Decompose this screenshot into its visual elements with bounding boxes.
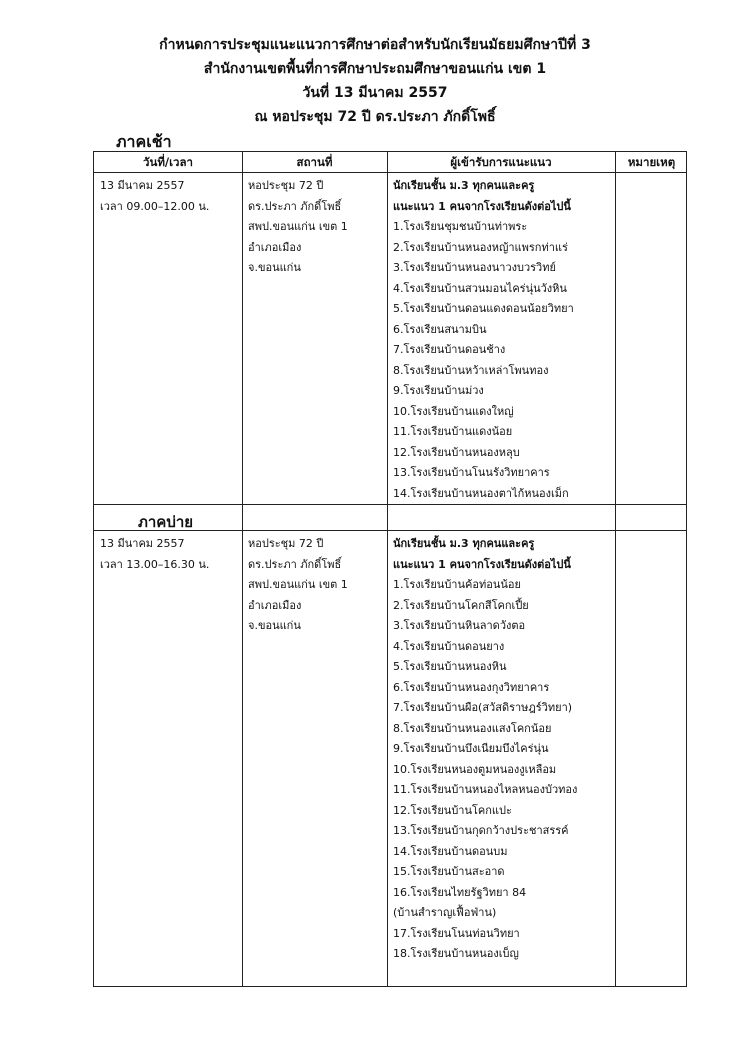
venue-line: หอประชุม 72 ปี <box>248 179 324 192</box>
school-item: 13.โรงเรียนบ้านกุดกว้างประชาสรรค์ <box>393 824 569 837</box>
school-item: 1.โรงเรียนชุมชนบ้านท่าพระ <box>393 220 528 233</box>
venue-line: ดร.ประภา ภักดิ์โพธิ์ <box>248 199 342 213</box>
morning-date: 13 มีนาคม 2557 <box>100 179 185 192</box>
school-item: 15.โรงเรียนบ้านสะอาด <box>393 865 505 878</box>
attendees-intro: แนะแนว 1 คนจากโรงเรียนดังต่อไปนี้ <box>393 199 571 213</box>
afternoon-attendees <box>393 534 577 965</box>
school-item: (บ้านสำราญเฟื้อฟ่าน) <box>393 906 497 919</box>
header-date-time: วันที่/เวลา <box>143 155 193 169</box>
venue-line: ดร.ประภา ภักดิ์โพธิ์ <box>248 557 342 571</box>
venue-line: จ.ขอนแก่น <box>248 619 301 632</box>
morning-datetime <box>100 176 209 217</box>
school-item: 4.โรงเรียนบ้านสวนมอนไคร่นุ่นวังหิน <box>393 281 567 295</box>
header-divider <box>94 172 686 173</box>
column-divider <box>615 152 616 986</box>
doc-title-date: วันที่ 13 มีนาคม 2557 <box>302 85 448 101</box>
school-item: 5.โรงเรียนบ้านดอนแดงดอนน้อยวิทยา <box>393 302 574 315</box>
venue-line: หอประชุม 72 ปี <box>248 537 324 550</box>
header-attendees: ผู้เข้ารับการแนะแนว <box>450 155 552 169</box>
school-item: 3.โรงเรียนบ้านหนองนาวงบวรวิทย์ <box>393 261 556 274</box>
header-venue: สถานที่ <box>296 155 333 169</box>
afternoon-datetime <box>100 534 209 575</box>
school-item: 10.โรงเรียนบ้านแดงใหญ่ <box>393 404 514 418</box>
school-item: 5.โรงเรียนบ้านหนองหิน <box>393 660 507 673</box>
venue-line: จ.ขอนแก่น <box>248 261 301 274</box>
school-item: 1.โรงเรียนบ้านค้อท่อนน้อย <box>393 578 521 591</box>
section-morning-label: ภาคเช้า <box>116 132 172 151</box>
school-item: 9.โรงเรียนบ้านม่วง <box>393 384 484 397</box>
school-item: 11.โรงเรียนบ้านหนองไหลหนองบัวทอง <box>393 783 578 796</box>
school-item: 7.โรงเรียนบ้านผือ(สวัสดิราษฎร์วิทยา) <box>393 701 573 714</box>
school-item: 14.โรงเรียนบ้านหนองตาไก้หนองเม็ก <box>393 486 569 500</box>
column-divider <box>242 152 243 986</box>
venue-line: สพป.ขอนแก่น เขต 1 <box>248 578 348 591</box>
doc-title-line1: กำหนดการประชุมแนะแนวการศึกษาต่อสำหรับนักเรียนมัธยมศึกษาปีที่ 3 <box>159 37 591 53</box>
morning-venue <box>248 176 348 279</box>
school-item: 8.โรงเรียนบ้านหว้าเหล่าโพนทอง <box>393 363 549 377</box>
school-item: 2.โรงเรียนบ้านหนองหญ้าแพรกท่าแร่ <box>393 240 568 254</box>
school-item: 9.โรงเรียนบ้านบึงเนียมบึงไคร่นุ่น <box>393 742 549 755</box>
school-item: 8.โรงเรียนบ้านหนองแสงโคกน้อย <box>393 721 552 735</box>
venue-line: สพป.ขอนแก่น เขต 1 <box>248 220 348 233</box>
venue-line: อำเภอเมือง <box>248 240 302 254</box>
school-item: 18.โรงเรียนบ้านหนองเบ็ญ <box>393 947 519 960</box>
school-item: 10.โรงเรียนหนองตูมหนองงูเหลือม <box>393 762 557 776</box>
attendees-intro: นักเรียนชั้น ม.3 ทุกคนและครู <box>393 537 535 550</box>
column-divider <box>387 152 388 986</box>
school-item: 12.โรงเรียนบ้านโคกแปะ <box>393 803 512 817</box>
school-item: 11.โรงเรียนบ้านแดงน้อย <box>393 425 513 438</box>
school-item: 3.โรงเรียนบ้านหินลาดวังตอ <box>393 619 526 632</box>
school-item: 2.โรงเรียนบ้านโคกสีโคกเปี้ย <box>393 598 529 612</box>
school-item: 16.โรงเรียนไทยรัฐวิทยา 84 <box>393 885 527 899</box>
venue-line: อำเภอเมือง <box>248 598 302 612</box>
afternoon-date: 13 มีนาคม 2557 <box>100 537 185 550</box>
doc-title-venue: ณ หอประชุม 72 ปี ดร.ประภา ภักดิ์โพธิ์ <box>254 109 496 125</box>
school-item: 14.โรงเรียนบ้านดอนบม <box>393 844 508 858</box>
attendees-intro: แนะแนว 1 คนจากโรงเรียนดังต่อไปนี้ <box>393 557 571 571</box>
morning-attendees <box>393 176 574 504</box>
school-item: 17.โรงเรียนโนนท่อนวิทยา <box>393 926 520 940</box>
school-item: 6.โรงเรียนสนามบิน <box>393 322 487 336</box>
header-remarks: หมายเหตุ <box>627 155 676 169</box>
school-item: 7.โรงเรียนบ้านดอนช้าง <box>393 343 506 356</box>
schedule-table <box>93 151 687 987</box>
school-item: 12.โรงเรียนบ้านหนองหลุบ <box>393 445 520 459</box>
school-item: 4.โรงเรียนบ้านดอนยาง <box>393 639 505 653</box>
afternoon-time: เวลา 13.00–16.30 น. <box>100 557 210 571</box>
afternoon-venue <box>248 534 348 637</box>
doc-title-line2: สำนักงานเขตพื้นที่การศึกษาประถมศึกษาขอนแก่น เขต 1 <box>203 61 547 77</box>
school-item: 6.โรงเรียนบ้านหนองกุงวิทยาคาร <box>393 680 550 694</box>
section-afternoon-label: ภาคบ่าย <box>138 513 194 531</box>
section-divider <box>94 504 686 505</box>
school-item: 13.โรงเรียนบ้านโนนรังวิทยาคาร <box>393 466 550 479</box>
attendees-intro: นักเรียนชั้น ม.3 ทุกคนและครู <box>393 179 535 192</box>
morning-time: เวลา 09.00–12.00 น. <box>100 199 210 213</box>
